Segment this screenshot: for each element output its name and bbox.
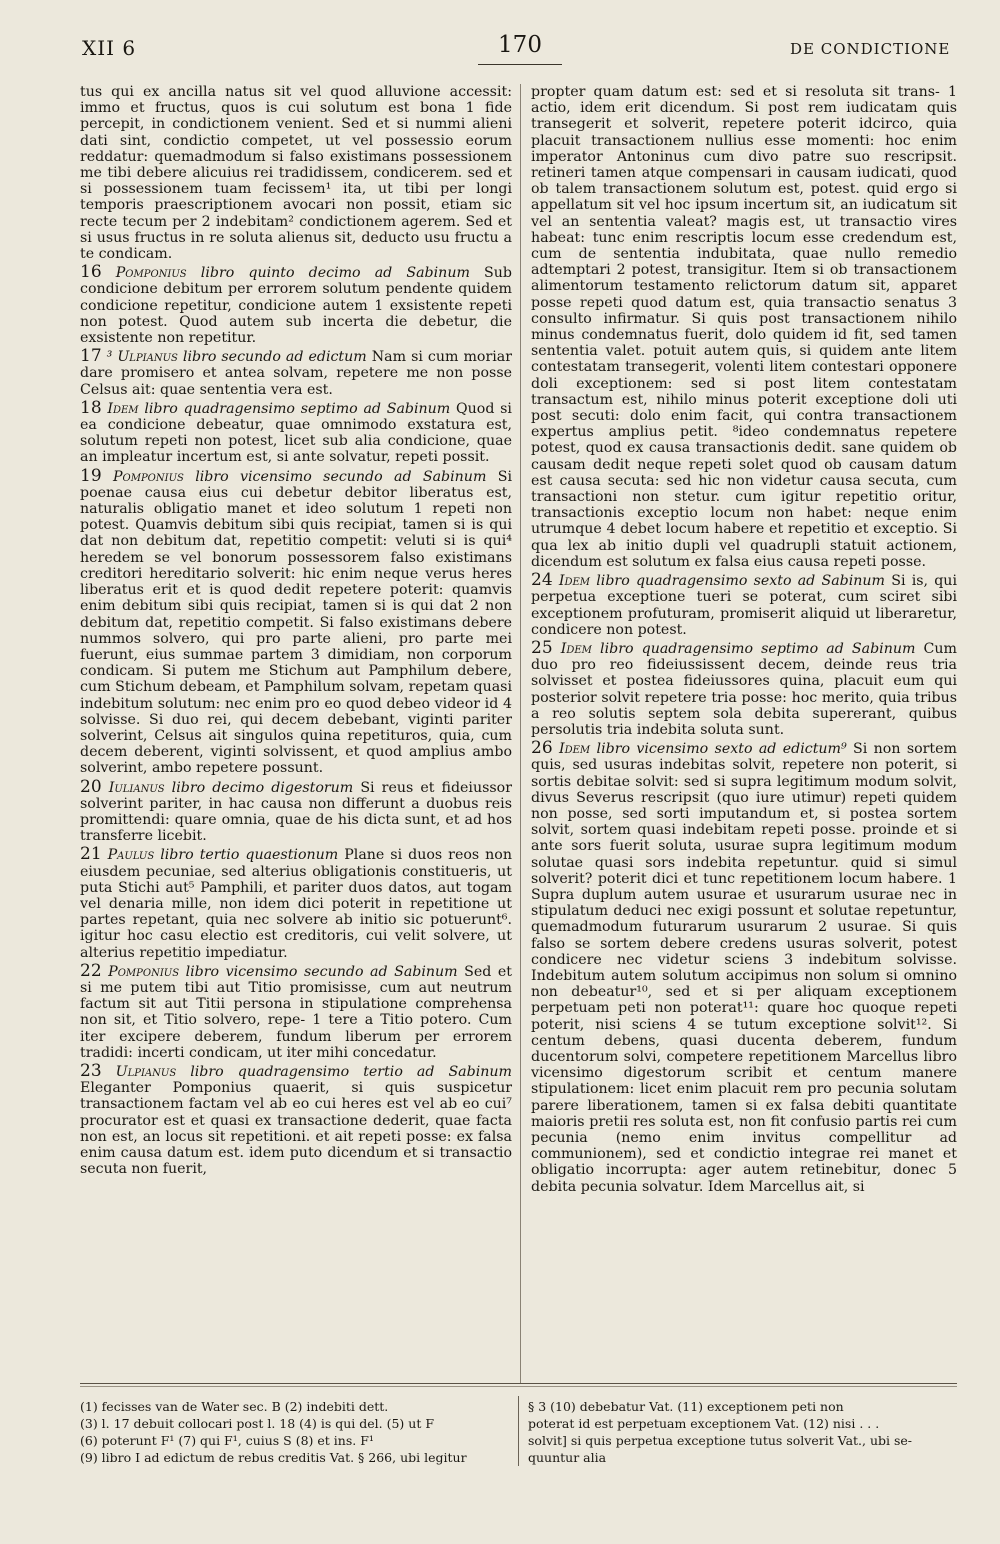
footnotes-right (528, 1398, 958, 1466)
section-number: 23 (80, 1060, 102, 1081)
book-citation: libro vicensimo sexto ad edictum⁹ (596, 741, 847, 758)
section-18 (80, 397, 512, 466)
section-19 (80, 465, 512, 777)
section-16 (80, 264, 512, 346)
footnote-line: poterat id est perpetuam exceptionem Vat. (12) nisi . . . (528, 1416, 880, 1431)
section-number: 16 (80, 262, 102, 283)
footnote-line: (9) libro I ad edictum de rebus creditis Vat. § 266, ubi legitur (80, 1450, 467, 1465)
footnote-line: solvit] si quis perpetua exceptione tutus solverit Vat., ubi se- (528, 1433, 913, 1448)
footnote-line: § 3 (10) debebatur Vat. (11) exceptionem peti non (528, 1399, 844, 1414)
section-text: Si reus et fideiussor solverint pariter, in hac causa non differunt a duobus reis promittendi: quare omnia, quae de his dicta sunt, et ad hos transferre licebit. (80, 779, 512, 845)
author-name: Idem (107, 400, 139, 417)
book-citation: libro quadragensimo sexto ad Sabinum (596, 573, 885, 590)
book-citation: libro quadragensimo septimo ad Sabinum (144, 400, 451, 417)
section-20 (80, 776, 512, 845)
section-text: Plane si duos reos non eiusdem pecuniae, sed alterius obligationis constitueris, ut puta Stichi aut⁵ Pamphili, et pariter duos datos, aut togam vel denaria mille, non idem dici poterit in repetitione ut partes repetant, quia nec solvere ab initio sic potuerunt⁶. igitur hoc casu electio est creditoris, cui velit solvere, ut alterius repetitio impediatur. (80, 847, 512, 961)
author-name: Pomponius (115, 265, 187, 282)
section-number: 17 (80, 346, 102, 367)
footnote-rule-secondary (80, 1386, 957, 1387)
section-number: 22 (80, 960, 102, 981)
section-number: 25 (531, 637, 553, 658)
book-citation: libro secundo ad edictum (182, 349, 367, 366)
section-number: 19 (80, 465, 102, 486)
author-name: ³ Ulpianus (106, 349, 178, 366)
book-citation: libro quadragensimo tertio ad Sabinum (190, 1063, 512, 1080)
section-26 (531, 740, 957, 1195)
running-title: DE CONDICTIONE (790, 40, 951, 58)
author-name: Iulianus (108, 779, 165, 796)
section-text: Si poenae causa eius cui debetur debitor liberatus est, naturalis obligatio manet et ideo solutum 1 repeti non potest. Quamvis debitum sibi quis recipiat, tamen si is qui dat non debitum dat, repetitio competit: veluti si is qui⁴ heredem se vel bonorum possessorem falso existimans creditori hereditario solverit: hic enim neque verus heres liberatus erit et is quod dedit repetere poterit: quamvis enim debitum sibi quis recipiat, tamen si is qui dat 2 non debitum dat, repetitio competit. Si falso existimans debere nummos solvero, qui pro parte alieni, pro parte mei fuerunt, eius summae partem 3 dimidiam, non corporum condicam. Si putem me Stichum aut Pamphilum debere, cum Stichum debeam, et Pamphilum solvam, repetam quasi indebitum solutum: nec enim pro eo quod debeo videor id 4 solvisse. Si duo rei, qui decem debebant, viginti pariter solverint, Celsus ait singulos quina repetituros, quia, cum decem deberent, viginti solvissent, et quod amplius ambo solverint, ambo repetere possunt. (80, 468, 512, 777)
book-title-reference: XII 6 (82, 36, 137, 60)
left-lead-paragraph: tus qui ex ancilla natus sit vel quod alluvione accessit: immo et fructus, quos is cui solutum est bona 1 fide percepit, in condictionem venient. Sed et si nummi alieni dati sint, condictio competet, ut vel possessio eorum reddatur: quemadmodum si falso existimans possessionem me tibi debere alicuius rei tradidissem, condicerem. sed et si possessionem tuam fecissem¹ ita, ut tibi per longi temporis praescriptionem avocari non possit, etiam sic recte tecum per 2 indebitam² condictionem agerem. Sed et si usus fructus in re soluta alienus sit, deducto usu fructu a te condicam. (80, 84, 512, 263)
author-name: Paulus (107, 847, 155, 864)
section-17 (80, 348, 512, 398)
right-lead-paragraph: propter quam datum est: sed et si resoluta sit trans- 1 actio, idem erit dicendum. Si post rem iudicatam quis transegerit et solverit, repetere poterit idcirco, quia placuit transactionem nullius esse momenti: hoc enim imperator Antoninus cum divo patre suo rescripsit. retineri tamen atque compensari in causam iudicati, quod ob talem transactionem solutum est, potest. quid ergo si appellatum sit vel hoc ipsum incertum sit, an iudicatum sit vel an sententia valeat? magis est, ut transactio vires habeat: tunc enim rescriptis locum esse credendum est, cum de sententia indubitata, quae nullo remedio adtemptari 2 potest, transigitur. Item si ob transactionem alimentorum testamento relictorum datum sit, apparet posse repeti quod datum est, quia transactio senatus 3 consulto infirmatur. Si quis post transactionem nihilo minus condemnatus fuerit, dolo quidem id fit, sed tamen sententia valet. potuit autem quis, si quidem ante litem contestatam transegerit, volenti litem contestari opponere doli exceptionem: sed si post litem contestatam transactum est, nihilo minus poterit exceptione doli uti post secuti: dolo enim facit, qui contra transactionem expertus amplius petit. ⁸ideo condemnatus repetere potest, quod ex causa transactionis dedit. sane quidem ob causam dedit neque repeti solet quod ob causam datum est causa secuta: sed hic non videtur causa secuta, cum transactioni non stetur. cum igitur repetitio oritur, transactionis exceptio locum non habet: neque enim utrumque 4 debet locum habere et repetitio et exceptio. Si qua lex ab initio dupli vel quadrupli statuit actionem, dicendum est solutum ex falsa eius causa repeti posse. (531, 84, 957, 570)
footnotes-left (80, 1398, 510, 1466)
section-22 (80, 960, 512, 1061)
section-number: 20 (80, 776, 102, 797)
section-text: Sub condicione debitum per errorem solutum pendente quidem condicione repetitur, condicione autem 1 exsistente repeti non potest. Quod autem sub incerta die debetur, die exsistente non repetitur. (80, 265, 512, 347)
right-column (531, 84, 957, 1374)
section-25 (531, 637, 957, 738)
page-number-rule (478, 64, 562, 65)
author-name: Pomponius (108, 963, 180, 980)
section-23 (80, 1060, 512, 1178)
author-name: Ulpianus (115, 1063, 177, 1080)
author-name: Idem (558, 573, 591, 590)
section-number: 24 (531, 570, 553, 591)
section-text: Si non sortem quis, sed usuras indebitas solvit, repetere non poterit, si sortis debitae solvit: sed si supra legitimum modum solvit, divus Severus rescripsit (quo iure utimur) repeti quidem non posse, sed sorti imputandum et, si postea sortem solvit, sortem quasi indebitam repeti posse. proinde et si ante sors fuerit soluta, usurae supra legitimum modum solutae quasi sors indebita repetuntur. quid si simul solverit? poterit dici et tunc repetitionem locum habere. 1 Supra duplum autem usurae et usurarum usurae nec in stipulatum deduci nec exigi possunt et solutae repetuntur, quemadmodum futurarum usurarum 2 usurae. Si quis falso se sortem debere credens usuras solverit, potest condicere nec videtur sciens 3 indebitum solvisse. Indebitum autem solutum accipimus non solum si omnino non debeatur¹⁰, sed et si per aliquam exceptionem perpetuam peti non poterat¹¹: quare hoc quoque repeti poterit, nisi sciens 4 se tutum exceptione solvit¹². Si centum debens, quasi ducenta deberem, fundum ducentorum solvi, competere repetitionem Marcellus libro vicensimo digestorum scribit et centum manere stipulationem: licet enim placuit rem pro pecunia solutam parere liberationem, tamen si ex falsa debiti quantitate maioris pretii res soluta est, non fit confusio partis rei cum pecunia (nemo enim invitus compellitur ad communionem), sed et condictio integrae rei manet et obligatio incorrupta: ager autem retinebitur, donec 5 debita pecunia solvatur. Idem Marcellus ait, si (531, 741, 957, 1195)
footnote-line: (1) fecisses van de Water sec. B (2) indebiti dett. (80, 1399, 389, 1414)
book-citation: libro vicensimo secundo ad Sabinum (185, 963, 458, 980)
footnote-line: (3) l. 17 debuit collocari post l. 18 (4) is qui del. (5) ut F (80, 1416, 434, 1431)
author-name: Idem (560, 640, 592, 657)
author-name: Pomponius (112, 468, 184, 485)
footnote-rule (80, 1383, 957, 1384)
column-divider (520, 84, 521, 1384)
section-text: Quod si ea condicione debeatur, quae omnimodo exstatura est, solutum repeti non potest, licet sub alia condicione, quae an impleatur incertum est, si ante solvatur, repeti possit. (80, 400, 512, 466)
section-21 (80, 846, 512, 960)
book-citation: libro decimo digestorum (171, 779, 354, 796)
book-citation: libro quadragensimo septimo ad Sabinum (600, 640, 916, 657)
section-text: Eleganter Pomponius quaerit, si quis suspicetur transactionem factam vel ab eo cui heres est vel ab eo cui⁷ procurator est et quasi ex transactione dederit, quae facta non est, an locus sit repetitioni. et ait repeti posse: ex falsa enim causa datum est. idem puto dicendum et si transactio secuta non fuerit, (80, 1080, 512, 1178)
section-text: Sed et si me putem tibi aut Titio promisisse, cum aut neutrum factum sit aut Titii persona in stipulatione comprehensa non sit, et Titio solvero, repe- 1 tere a Titio potero. Cum iter excipere deberem, fundum liberum per errorem tradidi: incerti condicam, ut iter mihi concedatur. (80, 963, 512, 1061)
section-text: Nam si cum moriar dare promisero et antea solvam, repetere me non posse Celsus ait: quae sententia vera est. (80, 349, 512, 398)
footnote-line: (6) poterunt F¹ (7) qui F¹, cuius S (8) et ins. F¹ (80, 1433, 374, 1448)
left-column (80, 84, 512, 1374)
page-number: 170 (498, 32, 542, 58)
book-citation: libro tertio quaestionum (160, 847, 339, 864)
section-24 (531, 572, 957, 638)
section-text: Cum duo pro reo fideiussissent decem, deinde reus tria solvisset et postea fideiussores quina, placuit eum qui posterior solvit repetere tria posse: hoc merito, quia tribus a reo solutis septem sola debita supererant, quibus persolutis tria indebita soluta sunt. (531, 640, 957, 738)
section-number: 18 (80, 397, 102, 418)
section-number: 21 (80, 844, 102, 865)
author-name: Idem (559, 741, 591, 758)
footnote-line: quuntur alia (528, 1450, 607, 1465)
section-number: 26 (531, 738, 553, 759)
section-text: Si is, qui perpetua exceptione tueri se poterat, cum sciret sibi exceptionem profuturam, promiserit aliquid ut liberaretur, condicere non potest. (531, 573, 957, 638)
footnote-column-divider (518, 1396, 519, 1466)
page-header (0, 30, 1000, 70)
book-citation: libro vicensimo secundo ad Sabinum (195, 468, 487, 485)
book-citation: libro quinto decimo ad Sabinum (200, 265, 470, 282)
